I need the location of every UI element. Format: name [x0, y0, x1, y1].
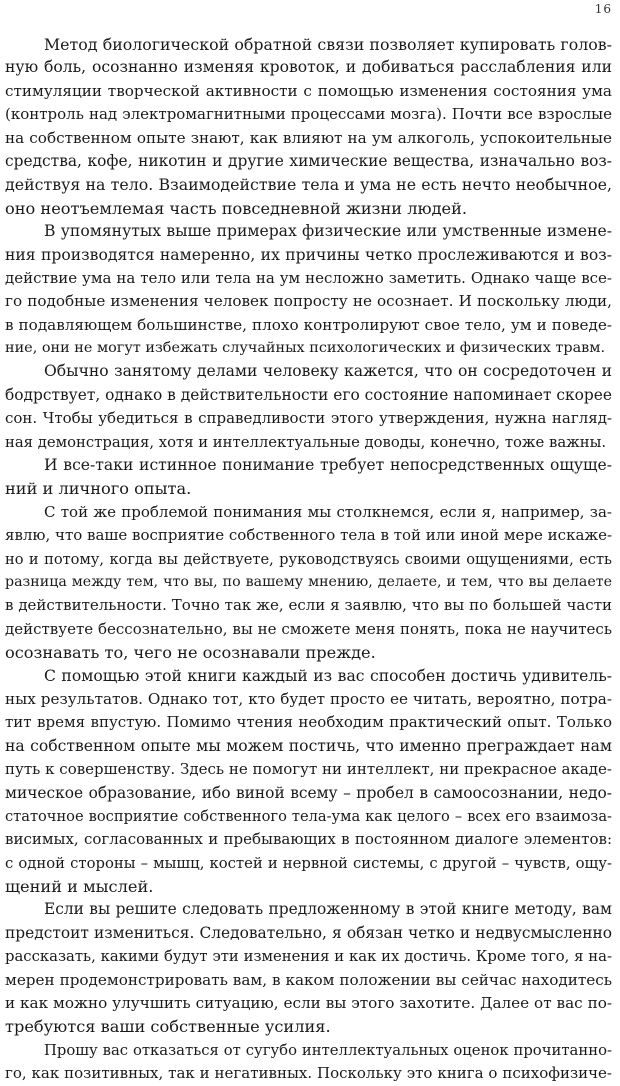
text-line: щений и мыслей.	[5, 877, 154, 897]
text-line: го подобные изменения человек попросту не осознает. И поскольку люди,	[5, 292, 612, 311]
text-line: в действительности. Точно так же, если я заявлю, что вы по большей части	[5, 596, 612, 615]
text-line: бодрствует, однако в действительности его состояние напоминает скорее	[5, 385, 612, 404]
text-line: осознавать то, чего не осознавали прежде.	[5, 643, 376, 663]
text-line: и как можно улучшить ситуацию, если вы этого захотите. Далее от вас по-	[5, 994, 612, 1013]
text-line: в подавляющем большинстве, плохо контролируют свое тело, ум и поведе-	[5, 315, 612, 334]
text-line: действие ума на тело или тела на ум несложно заметить. Однако чаще все-	[5, 268, 612, 287]
text-line: ний и личного опыта.	[5, 479, 192, 499]
text-line: действуете бессознательно, вы не сможете меня понять, пока не научитесь	[5, 619, 612, 638]
text-line: действуя на тело. Взаимодействие тела и ума не есть нечто необычное,	[5, 175, 612, 195]
text-line: С помощью этой книги каждый из вас способен достичь удивитель-	[44, 666, 612, 685]
text-line: с одной стороны – мышц, костей и нервной системы, с другой – чувств, ощу-	[5, 854, 612, 872]
text-line: но и потому, когда вы действуете, руководствуясь своими ощущениями, есть	[5, 550, 612, 568]
text-line: И все-таки истинное понимание требует непосредственных ощуще-	[44, 456, 612, 475]
text-line: ние, они не могут избежать случайных психологических и физических травм.	[5, 340, 606, 357]
text-line: путь к совершенству. Здесь не помогут ни интеллект, ни прекрасное акаде-	[5, 760, 612, 779]
text-line: мическое образование, ибо виной всему – пробел в самоосознании, недо-	[5, 783, 612, 802]
text-line: ную боль, осознанно изменяя кровоток, и добиваться расслабления или	[5, 58, 612, 77]
text-line: стимуляции творческой активности с помощью изменения состояния ума	[5, 81, 612, 100]
text-line: В упомянутых выше примерах физические или умственные измене-	[44, 222, 612, 241]
text-line: предстоит измениться. Следовательно, я обязан четко и недвусмысленно	[5, 923, 612, 942]
text-line: рассказать, какими будут эти изменения и как их достичь. Кроме того, я на-	[5, 948, 612, 966]
text-line: С той же проблемой понимания мы столкнемся, если я, например, за-	[44, 502, 612, 521]
text-line: статочное восприятие собственного тела-ума как целого – всех его взаимоза-	[5, 807, 612, 825]
text-line: на собственном опыте мы можем постичь, что именно преграждает нам	[5, 736, 612, 755]
text-line: ных результатов. Однако тот, кто будет просто ее читать, вероятно, потра-	[5, 689, 612, 708]
text-line: ная демонстрация, хотя и интеллектуальные доводы, конечно, тоже важны.	[5, 433, 607, 451]
page-number: 16	[594, 2, 612, 16]
text-line: требуются ваши собственные усилия.	[5, 1017, 331, 1037]
text-line: Прошу вас отказаться от сугубо интеллектуальных оценок прочитанно-	[44, 1041, 612, 1059]
text-line: Метод биологической обратной связи позволяет купировать голов-	[44, 35, 612, 54]
text-line: оно неотъемлемая часть повседневной жизни людей.	[5, 198, 468, 218]
text-line: сон. Чтобы убедиться в справедливости этого утверждения, нужна нагляд-	[5, 409, 612, 428]
text-line: мерен продемонстрировать вам, в каком положении вы сейчас находитесь	[5, 970, 612, 989]
text-line: го, как позитивных, так и негативных. Поскольку это книга о психофизиче-	[5, 1064, 612, 1083]
text-line: средства, кофе, никотин и другие химические вещества, изначально воз-	[5, 151, 612, 170]
text-line: разница между тем, что вы, по вашему мнению, делаете, и тем, что вы делаете	[5, 573, 612, 590]
text-line: на собственном опыте знают, как влияют на ум алкоголь, успокоительные	[5, 128, 612, 147]
text-line: (контроль над электромагнитными процессами мозга). Почти все взрослые	[5, 105, 612, 124]
text-line: Если вы решите следовать предложенному в этой книге методу, вам	[44, 900, 612, 919]
text-line: явлю, что ваше восприятие собственного тела в той или иной мере искаже-	[5, 526, 612, 545]
text-line: висимых, согласованных и пребывающих в постоянном диалоге элементов:	[5, 830, 612, 849]
book-text-body	[5, 33, 612, 1086]
text-line: ния производятся намеренно, их причины четко прослеживаются и воз-	[5, 245, 612, 264]
text-line: Обычно занятому делами человеку кажется, что он сосредоточен и	[44, 362, 612, 381]
text-line: тит время впустую. Помимо чтения необходим практический опыт. Только	[5, 713, 612, 732]
